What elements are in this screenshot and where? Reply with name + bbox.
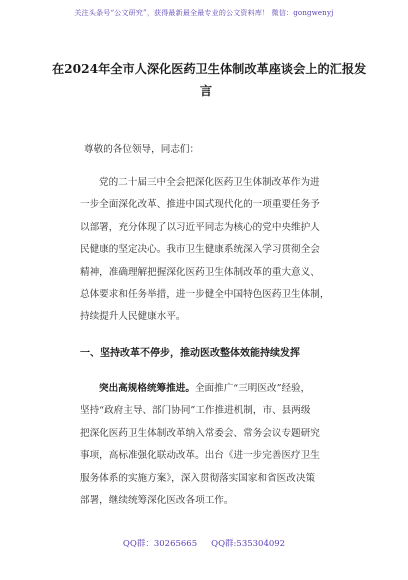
salutation: 尊敬的各位领导，同志们： — [84, 144, 200, 155]
paragraph-line: 民健康的坚定决心。我市卫生健康系统深入学习贯彻全会 — [80, 244, 320, 256]
header-banner: 关注头条号“公文研究”，获得最新最全最专业的公文资料库！ 微信：gongwenyj — [74, 9, 334, 17]
paragraph-intro — [80, 172, 344, 329]
paragraph-line: 部署，继续统筹深化医改各项工作。 — [80, 495, 234, 507]
paragraph-line-text: 全面推广“三明医改”经验， — [194, 383, 311, 394]
paragraph-line: 服务体系的实施方案》，深入贯彻落实国家和省医改决策 — [80, 472, 316, 484]
section-heading-1: 一、坚持改革不停步，推动医改整体效能持续发挥 — [80, 348, 300, 359]
paragraph-line: 坚持“政府主导、部门协同”工作推进机制，市、县两级 — [80, 405, 311, 417]
paragraph-lead: 突出高规格统筹推进。 — [99, 383, 195, 394]
title-line-1: 在2024年全市人深化医药卫生体制改革座谈会上的汇报发 — [52, 62, 367, 76]
paragraph-line: 以部署，充分体现了以习近平同志为核心的党中央维护人 — [80, 221, 320, 233]
paragraph-section-1 — [80, 378, 344, 512]
paragraph-line: 事项，高标准强化联动改革。出台《进一步完善医疗卫生 — [80, 450, 320, 462]
paragraph-line: 把深化医药卫生体制改革纳入常委会、常务会议专题研究 — [80, 427, 320, 439]
document-title — [52, 58, 367, 102]
paragraph-line — [80, 378, 344, 400]
paragraph-line: 党的二十届三中全会把深化医药卫生体制改革作为进 — [99, 177, 320, 188]
paragraph-line: 精神，准确理解把握深化医药卫生体制改革的重大意义、 — [80, 266, 320, 278]
paragraph-line: 一步全面深化改革、推进中国式现代化的一项重要任务予 — [80, 199, 320, 211]
footer-qq-group-2: QQ群:535304092 — [211, 539, 286, 549]
paragraph-line: 总体要求和任务举措，进一步健全中国特色医药卫生体制， — [80, 289, 330, 301]
paragraph-line: 持续提升人民健康水平。 — [80, 311, 186, 323]
footer-contacts — [0, 537, 408, 549]
footer-qq-group-1: QQ群：30265665 — [122, 539, 198, 549]
title-line-2: 言 — [199, 84, 213, 98]
